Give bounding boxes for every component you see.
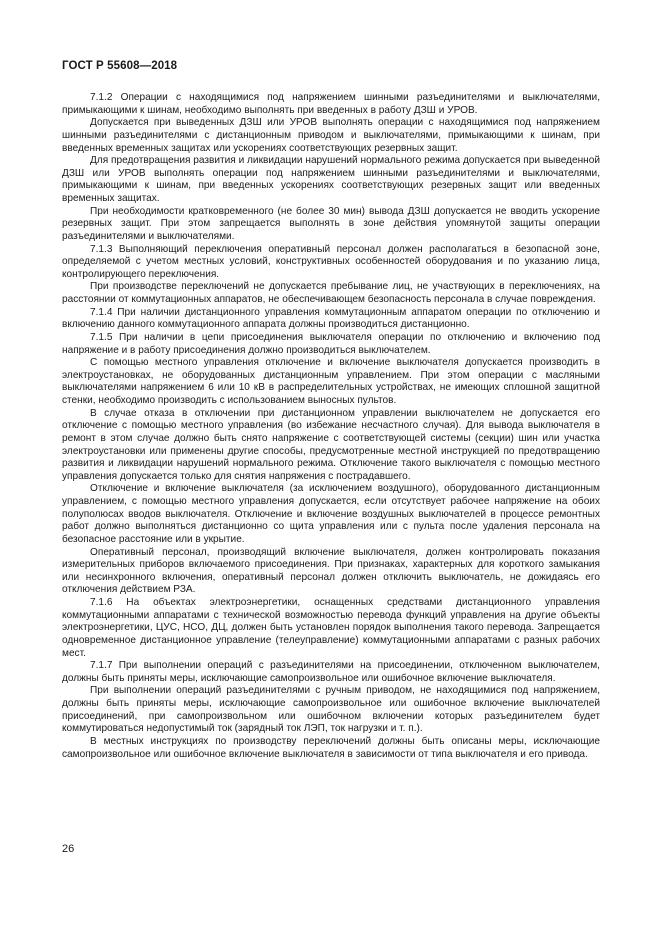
paragraph: 7.1.2 Операции с находящимися под напряжением шинными разъединителями и выключателями, примыкающими к шинам, необходимо выполнять при введенных в работу ДЗШ и УРОВ.: [62, 92, 600, 116]
paragraph: С помощью местного управления отключение и включение выключателя допускается производить в электроустановках, не оборудованных дистанционным управлением. При этом операции с масляными выключателями напряжением 6 или 10 кВ в распределительных устройствах, не имеющих сплошной защитной стенки, необходимо производить с использованием выносных пультов.: [62, 357, 600, 406]
paragraph: Оперативный персонал, производящий включение выключателя, должен контролировать показания измерительных приборов включаемого присоединения. При признаках, характерных для короткого замыкания или несинхронного включения, оперативный персонал должен отключить выключатель, не дожидаясь его отключения действием РЗА.: [62, 546, 600, 596]
paragraph: 7.1.7 При выполнении операций с разъединителями на присоединении, отключенном выключателем, должны быть приняты меры, исключающие самопроизвольное или ошибочное включение выключателя.: [62, 660, 600, 684]
paragraph: 7.1.5 При наличии в цепи присоединения выключателя операции по отключению и включению под напряжение и в работу присоединения должно производиться выключателем.: [62, 331, 600, 356]
paragraph: Отключение и включение выключателя (за исключением воздушного), оборудованного дистанционным управлением, с помощью местного управления допускается, если отсутствует рабочее напряжение на обоих полуполюсах вводов выключателя. Отключение и включение воздушных выключателей в процессе ремонтных работ должно выполняться дистанционно со щита управления или с пульта после удаления персонала на безопасное расстояние или в укрытие.: [62, 483, 600, 545]
page-number: 26: [62, 843, 75, 855]
paragraph: 7.1.3 Выполняющий переключения оперативный персонал должен располагаться в безопасной зоне, определяемой с учетом местных условий, конструктивных особенностей оборудования и по указанию лица, контролирующего переключения.: [62, 243, 600, 280]
document-header: ГОСТ Р 55608—2018: [62, 60, 178, 72]
paragraph: При выполнении операций разъединителями с ручным приводом, не находящимися под напряжением, должны быть приняты меры, исключающие самопроизвольное или ошибочное включение выключателей присоединений, при самопроизвольном или ошибочном включении которых разъединителем будет коммутироваться недопустимый ток (зарядный ток ЛЭП, ток нагрузки и т. п.).: [62, 685, 600, 735]
paragraph: 7.1.6 На объектах электроэнергетики, оснащенных средствами дистанционного управления коммутационными аппаратами с технической возможностью перевода функций управления на другие объекты электроэнергетики, ЦУС, НСО, ДЦ, должен быть установлен порядок выполнения такого перевода. Запрещается одновременное дистанционное управление (телеуправление) коммутационными аппаратами с разных рабочих мест.: [62, 597, 600, 659]
paragraph: Для предотвращения развития и ликвидации нарушений нормального режима допускается при выведенной ДЗШ или УРОВ выполнять операции под напряжением шинными разъединителями и выключателями, примыкающими к шинам, при введенных ускорениях соответствующих резервных защит или введенных временных защитах.: [62, 155, 600, 204]
paragraph: 7.1.4 При наличии дистанционного управления коммутационным аппаратом операции по отключению и включению данного коммутационного аппарата должны производиться дистанционно.: [62, 306, 600, 331]
document-body: [62, 92, 600, 761]
paragraph: Допускается при выведенных ДЗШ или УРОВ выполнять операции с находящимися под напряжением шинными разъединителями с дистанционным приводом и выключателями, примыкающими к шинам, при введенных временных защитах или ускорениях соответствующих резервных защит.: [62, 117, 600, 154]
paragraph: При производстве переключений не допускается пребывание лиц, не участвующих в переключениях, на расстоянии от коммутационных аппаратов, не обеспечивающем безопасность персонала в случае повреждения.: [62, 281, 600, 305]
paragraph: В случае отказа в отключении при дистанционном управлении выключателем не допускается его отключение с помощью местного управления (во избежание несчастного случая). Для вывода выключателя в ремонт в этом случае должно быть снято напряжение с соответствующей системы (секции) шин или участка электроустановки или применены другие способы, предусмотренные местной инструкцией по предотвращению развития и ликвидации нарушений нормального режима. Отключение такого выключателя с помощью местного управления допускается только для снятия напряжения с пострадавшего.: [62, 407, 600, 482]
paragraph: В местных инструкциях по производству переключений должны быть описаны меры, исключающие самопроизвольное или ошибочное включение выключателя в зависимости от типа выключателя и его привода.: [62, 735, 600, 760]
paragraph: При необходимости кратковременного (не более 30 мин) вывода ДЗШ допускается не вводить ускорение резервных защит. При этом запрещается выполнять в зоне действия упомянутой защиты операции разъединителями и выключателями.: [62, 205, 600, 242]
